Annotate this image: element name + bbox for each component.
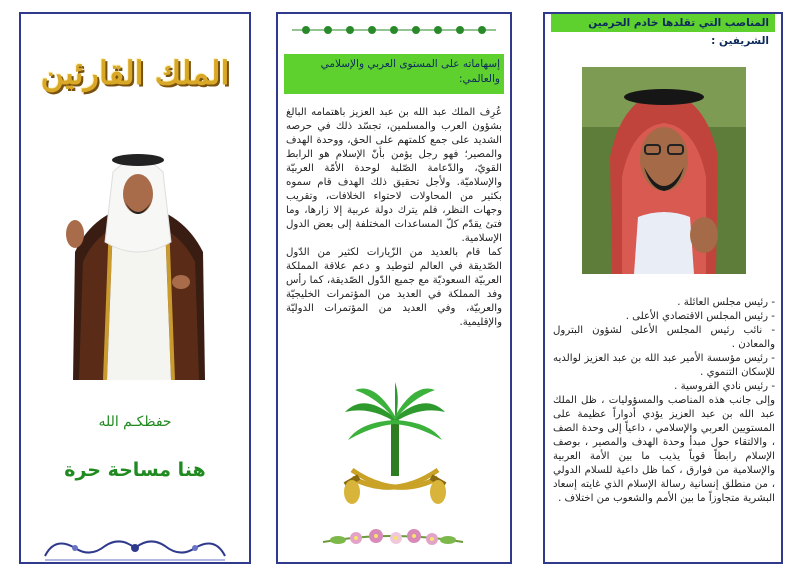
paragraph: عُرِف الملك عبد الله بن عبد العزيز باهتمامه البالغ بشؤون العرب والمسلمين، تجسّد ذلك في حرصه الشديد على جمع كلمتهم على الحق، ووحدة الهدف والمصير؛ فهو رجل يؤمن بأنّ الإسلام هو الرابط القويّ، والدّعامة الصّلبة لوحدة الأمّة العربيّة والإسلاميّة. ولأجل تحقيق ذلك الهدف قام سموه بكثير من المحاولات لاحتواء الخلافات، وتقريب وجهات النظر، فلم يترك دولة عربية إلا زارها، وما فتئ يقدّم كلّ المساعدات المختلفة إلى بعض الدول الإسلامية. [286, 107, 502, 244]
closing-paragraph: وإلى جانب هذه المناصب والمسؤوليات ، ظل الملك عبد الله بن عبد العزيز يؤدي أدواراً عظيمة على المستويين العربي والإسلامي ، داعياً إلى وحدة الصف ، والالتقاء حول مبدأ وحدة الهدف والمصير ، بوصف الإسلام رابطاً قوياً يذيب ما بين الأمة العربية والإسلامية من فوارق ، كما ظل داعية للسلام الدولي ، من منطلق إنسانية رسالة الإسلام الذي غايته إسعاد البشرية متجاوزاً ما بين الأمم والشعوب من اختلاف . [553, 395, 775, 504]
scroll-ornament-icon [35, 534, 235, 564]
list-item: - رئيس نادي الفروسية . [674, 381, 775, 392]
paragraph: كما قام بالعديد من الزّيارات لكثير من الدّول الصّديقة في العالم لتوطيد و دعم علاقة المملكة العربيّة السعوديّة مع جميع الدّول الصّديقة، كما رأس وفد المملكة في العديد من المؤتمرات الخليجيّة والعربيّة، وفي العديد من المؤتمرات الدوليّة والإقليمية. [286, 247, 502, 328]
contributions-heading: إسهاماته على المستوى العربي والإسلامي والعالمي: [284, 54, 504, 94]
saudi-emblem-icon [340, 382, 450, 514]
right-panel [543, 12, 783, 564]
list-item: - رئيس المجلس الاقتصادي الأعلى . [625, 311, 775, 322]
list-item: - رئيس مؤسسة الأمير عبد الله بن عبد العزيز لوالديه للإسكان التنموي . [553, 353, 775, 378]
list-item: - رئيس مجلس العائلة . [677, 297, 775, 308]
king-portrait-closeup [582, 67, 746, 274]
positions-list [553, 296, 775, 506]
flower-garland-icon [318, 526, 468, 552]
list-item: - نائب رئيس المجلس الأعلى لشؤون البترول والمعادن . [553, 325, 775, 350]
blessing-text: حفظكـم الله [98, 414, 172, 430]
dot-divider-icon [292, 22, 496, 38]
king-portrait-full [53, 142, 223, 380]
logo-title: الملك القارئين [40, 54, 230, 92]
contributions-body [286, 106, 502, 330]
positions-heading: المناصب التي تقلدها خادم الحرمين الشريفين : [551, 14, 775, 32]
middle-panel [276, 12, 512, 564]
free-space-text: هنا مساحة حرة [64, 459, 206, 481]
left-panel [19, 12, 251, 564]
